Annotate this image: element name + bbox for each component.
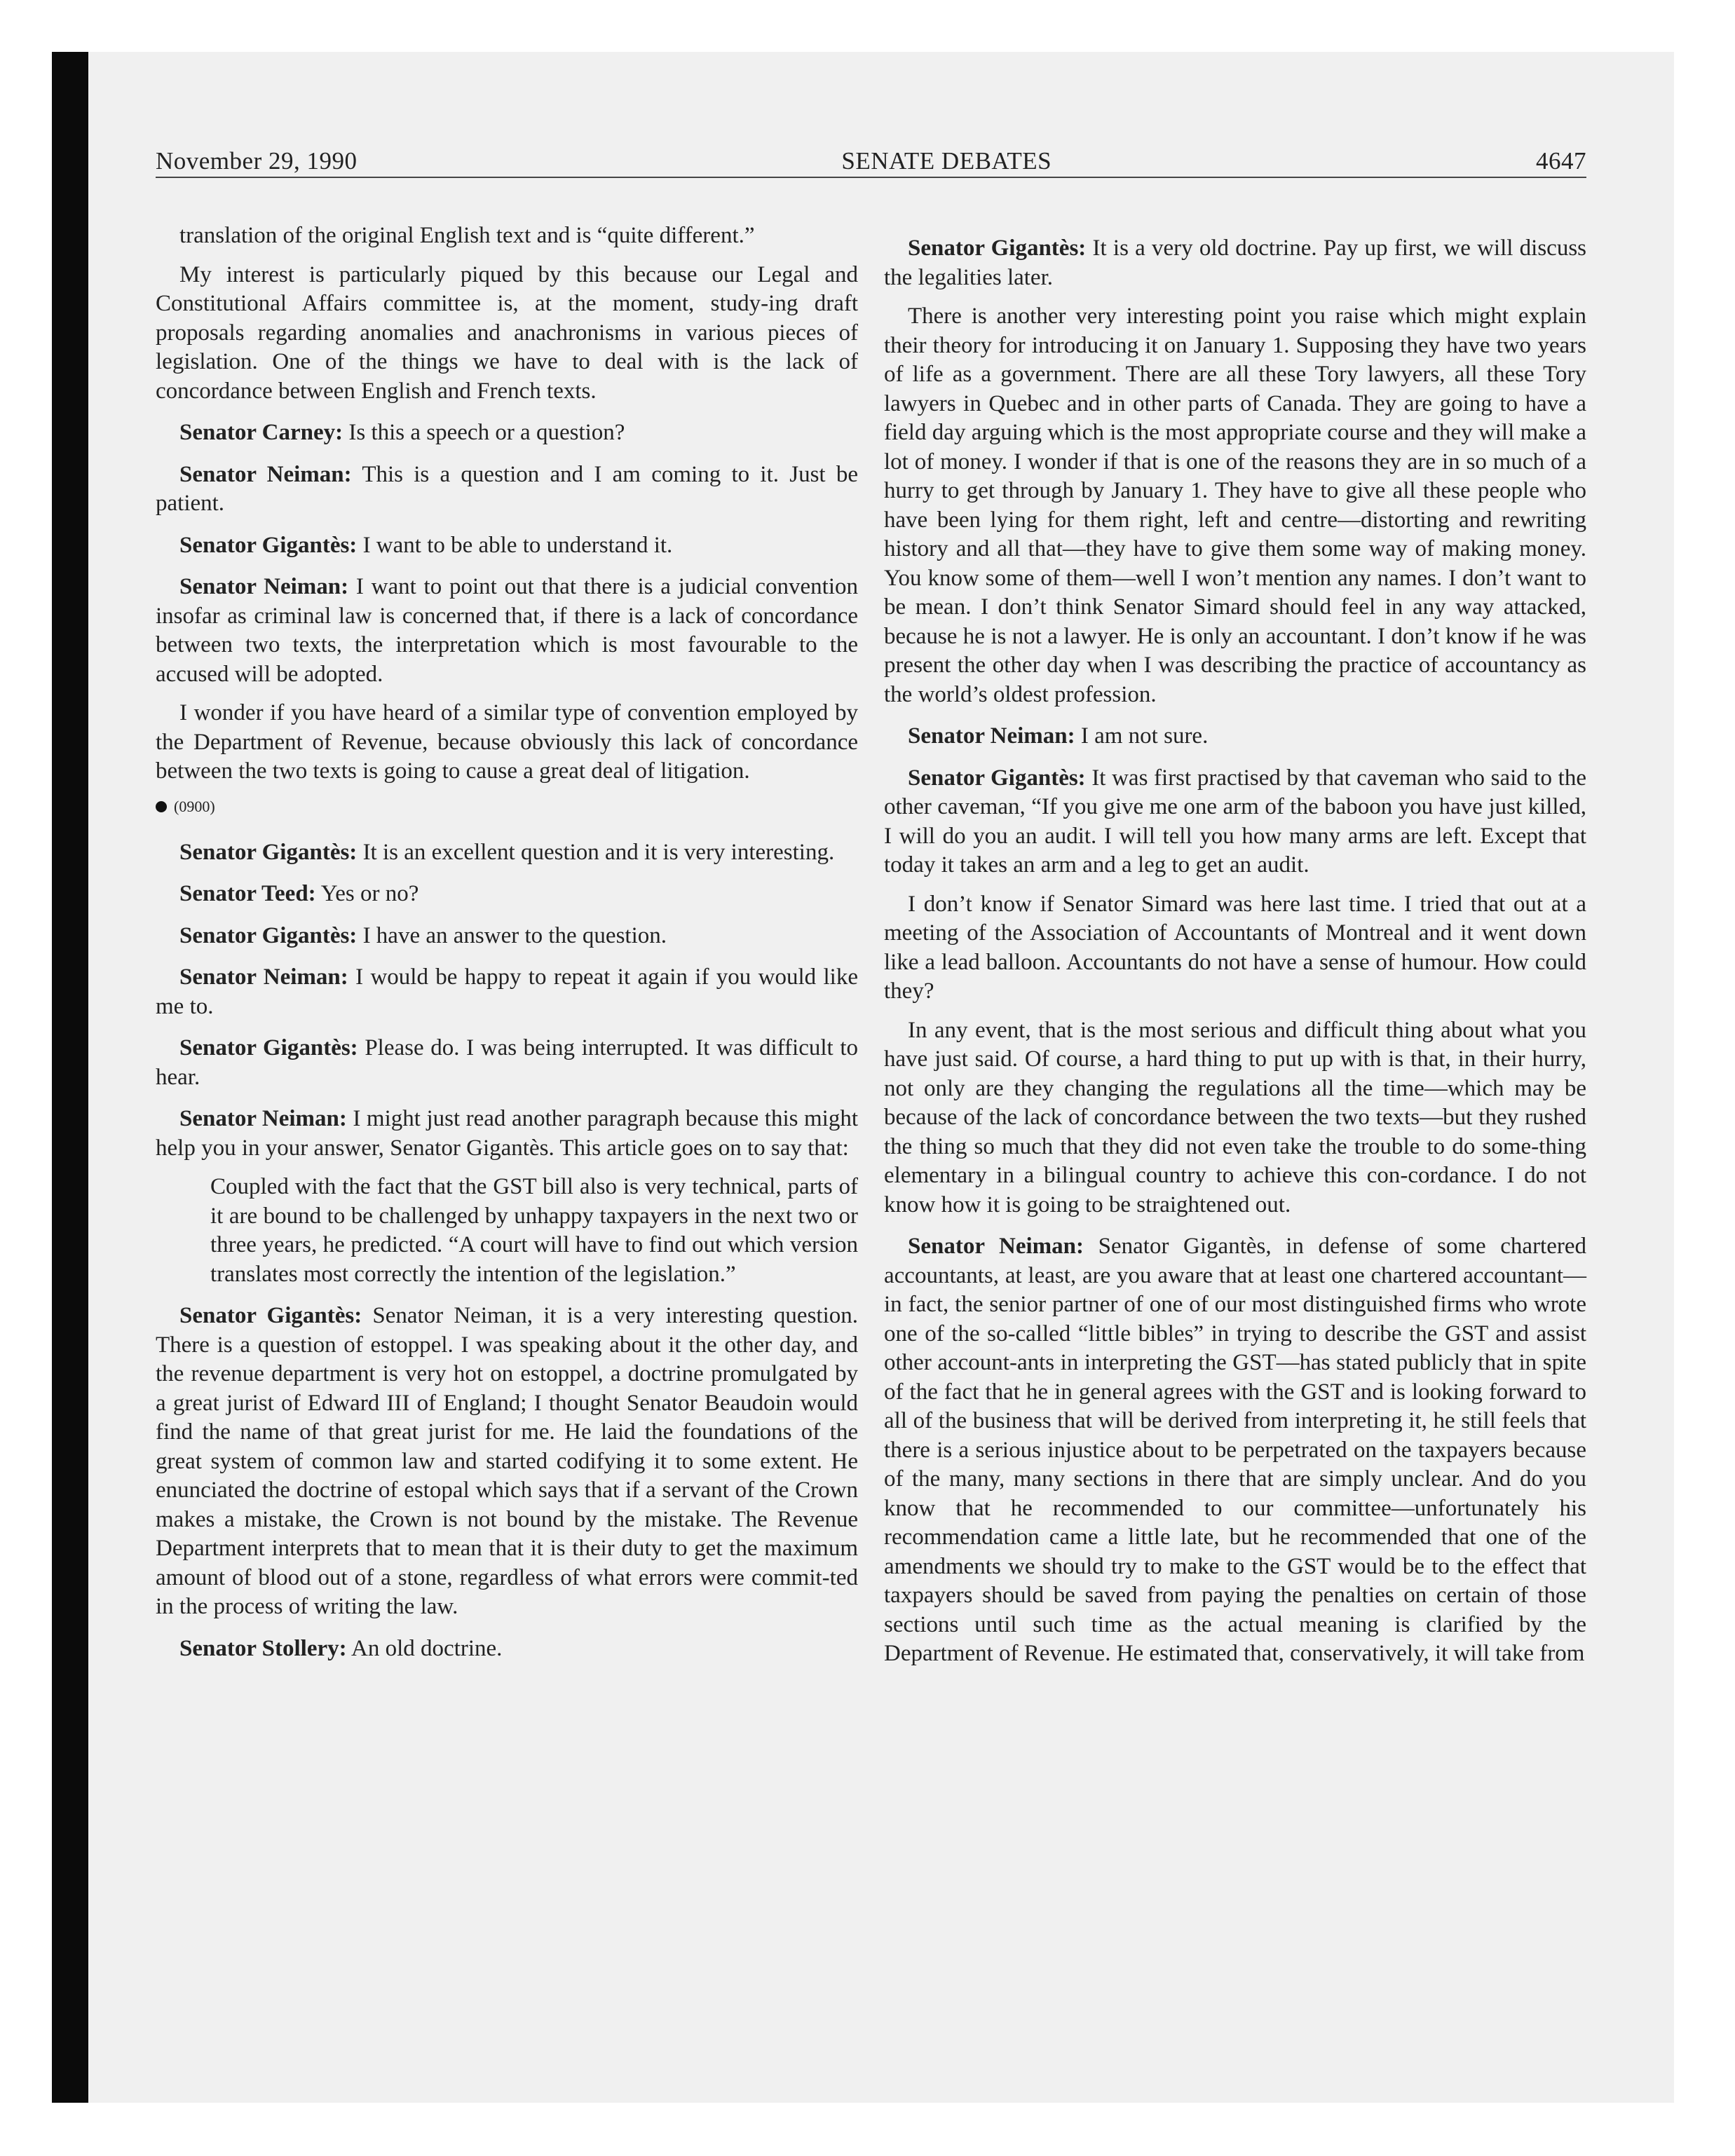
speaker-name: Senator Neiman: xyxy=(179,461,352,487)
speech-paragraph xyxy=(884,722,1586,751)
right-column xyxy=(884,221,1586,1679)
speech-paragraph xyxy=(156,1635,858,1664)
speech-text: I want to point out that there is a judicial convention insofar as criminal law is concerned that, if there is a lack of concordance between two texts, the interpretation which is most favourable to the accused will be adopted. xyxy=(156,574,858,687)
speech-text: This is a question and I am coming to it. Just be patient. xyxy=(156,461,859,516)
speech-paragraph xyxy=(884,764,1586,880)
speaker-name: Senator Gigantès: xyxy=(179,1303,362,1328)
speech-text: Yes or no? xyxy=(320,881,419,906)
speech-text: Senator Gigantès, in defense of some chartered accountants, at least, are you aware that at least one chartered accountant—in fact, the senior partner of one of our most distinguished firms who wrote one of the so-called “little bibles” in trying to describe the GST and assist other account-ants in interpreting the GST—has stated publicly that in spite of the fact that he in general agrees with the GST and is looking forward to all of the business that will be derived from interpreting it, he still feels that there is a serious injustice about to be perpetrated on the taxpayers because of the many, many sections in there that are simply unclear. And do you know that he recommended to our committee—unfortunately his recommendation came a little late, but he recommended that one of the amendments we should try to make to the GST would be to the effect that taxpayers should be saved from paying the penalties on certain of those sections until such time as the actual meaning is clarified by the Department of Revenue. He estimated that, conservatively, it will take from xyxy=(884,1234,1587,1666)
header-title: SENATE DEBATES xyxy=(841,147,1052,175)
speech-paragraph xyxy=(156,963,858,1021)
speaker-name: Senator Gigantès: xyxy=(908,765,1086,791)
speech-paragraph xyxy=(156,573,858,689)
speech-paragraph xyxy=(156,460,858,519)
speech-text: I have an answer to the question. xyxy=(362,922,667,948)
speaker-name: Senator Neiman: xyxy=(908,723,1075,749)
speech-paragraph xyxy=(156,1034,858,1092)
body-paragraph: My interest is particularly piqued by this because our Legal and Constitutional Affairs committee is, at the moment, study-ing draft proposals regarding anomalies and anachronisms in various pieces of legislation. One of the things we have to deal with is the lack of concordance between English and French texts. xyxy=(156,261,858,404)
speech-text: An old doctrine. xyxy=(351,1635,503,1661)
body-paragraph: translation of the original English text and is “quite different.” xyxy=(179,223,755,248)
speech-text: It was first practised by that caveman who said to the other caveman, “If you give me one arm of the baboon you have just killed, I will do you an audit. I will tell you how many arms are left. Except that today it takes an arm and a leg to get an audit. xyxy=(884,765,1586,878)
speaker-name: Senator Gigantès: xyxy=(179,839,358,865)
body-paragraph: I don’t know if Senator Simard was here last time. I tried that out at a meeting of the Association of Accountants of Montreal and it went down like a lead balloon. Accountants do not have a sense of humour. How could they? xyxy=(884,891,1586,1004)
body-paragraph: There is another very interesting point you raise which might explain their theory for introducing it on January 1. Supposing they have two years of life as a government. There are all these Tory lawyers, all these Tory lawyers in Quebec and in other parts of Canada. They are going to have a field day arguing which is the most appropriate course and they will make a lot of money. I wonder if that is one of the reasons they are in so much of a hurry to get through by January 1. They have to give all these people who have been lying for them right, left and centre—distorting and rewriting history and all that—they have to give them some way of making money. You know some of them—well I won’t mention any names. I don’t want to be mean. I don’t think Senator Simard should feel in any way attacked, because he is not a lawyer. He is only an accountant. I don’t know if he was present the other day when I was describing the practice of accountancy as the world’s oldest profession. xyxy=(884,303,1586,707)
bullet-icon xyxy=(156,801,167,812)
speaker-name: Senator Carney: xyxy=(179,420,343,445)
body-paragraph: I wonder if you have heard of a similar type of convention employed by the Department of Revenue, because obviously this lack of concordance between the two texts is going to cause a great deal of litigation. xyxy=(156,700,858,784)
speech-paragraph xyxy=(884,1232,1586,1669)
speaker-name: Senator Stollery: xyxy=(179,1635,347,1661)
page-header xyxy=(156,142,1586,175)
time-marker xyxy=(156,796,858,817)
speech-text: Senator Neiman, it is a very interesting question. There is a question of estoppel. I was speaking about it the other day, and the revenue department is very hot on estoppel, a doctrine promulgated by a great jurist of Edward III of England; I thought Senator Beaudoin would find the name of that great jurist for me. He laid the foundations of the great system of common law and started codifying it to some extent. He enunciated the doctrine of estopal which says that if a servant of the Crown makes a mistake, the Crown is not bound by the mistake. The Revenue Department interprets that to mean that it is their duty to get the maximum amount of blood out of a stone, regardless of what errors were commit-ted in the process of writing the law. xyxy=(156,1303,858,1619)
speech-paragraph xyxy=(884,234,1586,292)
speech-paragraph xyxy=(156,418,858,448)
speaker-name: Senator Neiman: xyxy=(179,574,349,599)
speaker-name: Senator Neiman: xyxy=(179,1106,347,1131)
block-quote: Coupled with the fact that the GST bill also is very technical, parts of it are bound to be challenged by unhappy taxpayers in the next two or three years, he predicted. “A court will have to find out which version translates most correctly the intention of the legislation.” xyxy=(210,1174,858,1287)
time-marker-text: (0900) xyxy=(174,797,215,815)
speaker-name: Senator Gigantès: xyxy=(908,236,1087,261)
speaker-name: Senator Gigantès: xyxy=(179,532,358,558)
speech-text: Please do. I was being interrupted. It was difficult to hear. xyxy=(156,1035,858,1090)
speaker-name: Senator Gigantès: xyxy=(179,1035,358,1060)
speech-paragraph xyxy=(156,838,858,868)
speaker-name: Senator Neiman: xyxy=(179,964,348,990)
left-column xyxy=(156,221,858,1673)
speech-paragraph xyxy=(156,922,858,951)
speech-paragraph xyxy=(156,880,858,909)
body-paragraph: In any event, that is the most serious and difficult thing about what you have just said. Of course, a hard thing to put up with is that, in their hurry, not only are they changing the regulations all the time—which may be because of the lack of concordance between the two texts—but they rushed the thing so much that they did not even take the trouble to do some-thing elementary in a bilingual country to achieve this con-cordance. I do not know how it is going to be straightened out. xyxy=(884,1017,1586,1217)
speech-paragraph xyxy=(156,1105,858,1163)
speech-text: Is this a speech or a question? xyxy=(348,420,625,445)
speech-text: I would be happy to repeat it again if you would like me to. xyxy=(156,964,858,1019)
header-date: November 29, 1990 xyxy=(156,147,358,175)
speech-text: I want to be able to understand it. xyxy=(362,532,673,558)
header-rule xyxy=(156,177,1586,178)
speaker-name: Senator Teed: xyxy=(179,881,316,906)
binding-edge xyxy=(52,52,88,2103)
header-page-number: 4647 xyxy=(1535,147,1586,175)
speech-paragraph xyxy=(156,1302,858,1622)
speech-text: It is a very old doctrine. Pay up first, we will discuss the legalities later. xyxy=(884,236,1587,290)
speaker-name: Senator Gigantès: xyxy=(179,922,358,948)
speech-text: I might just read another paragraph because this might help you in your answer, Senator Gigantès. This article goes on to say that: xyxy=(156,1106,859,1161)
speech-text: I am not sure. xyxy=(1080,723,1209,749)
speaker-name: Senator Neiman: xyxy=(908,1234,1084,1259)
speech-paragraph xyxy=(156,531,858,561)
speech-text: It is an excellent question and it is very interesting. xyxy=(362,839,835,865)
